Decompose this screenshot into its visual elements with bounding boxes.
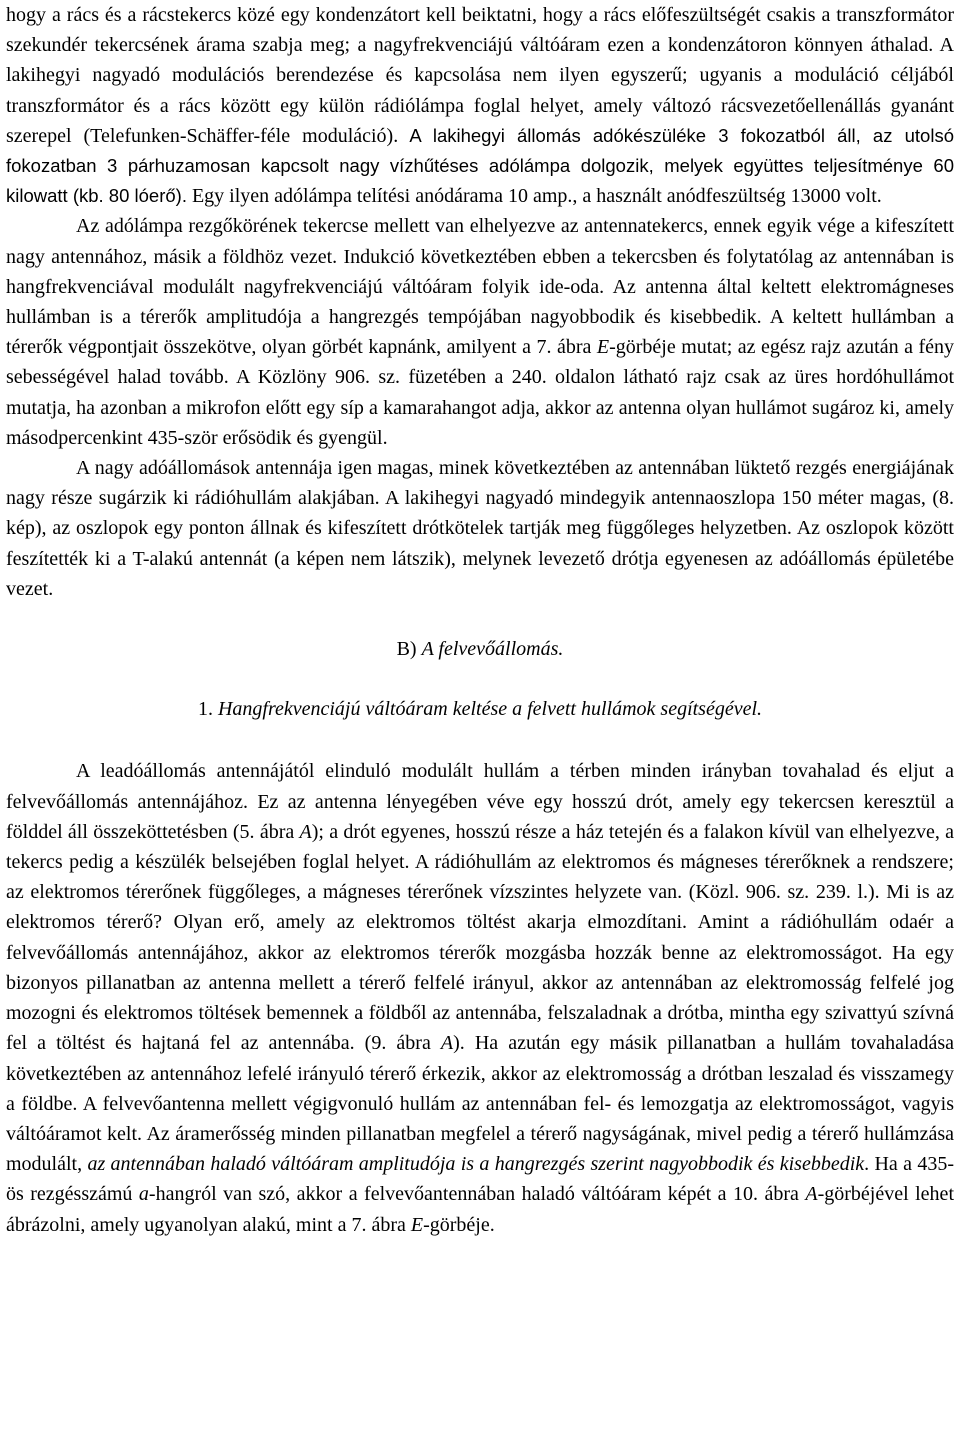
subsection-heading-title: Hangfrekvenciájú váltóáram keltése a felvett hullámok segítségével. (217, 698, 763, 721)
document-page (6, 0, 954, 1240)
figure-ref-a-1: A (299, 820, 312, 843)
section-heading-title: A felvevőállomás. (421, 638, 564, 661)
section-heading-prefix: B) (396, 638, 422, 661)
paragraph-3-text: A nagy adóállomások antennája igen magas, minek következtében az antennában lüktető rezgés energiájának nagy része sugárzik ki rádióhullám alakjában. A lakihegyi nagyadó mindegyik antennaoszlopa 150 méter magas, (8. kép), az oszlopok egy ponton állnak és kifeszített drótkötelek tartják meg függőleges helyzetben. Az oszlopok között feszítették ki a T-alakú antennát (a képen nem látszik), melynek levezető drótja egyenesen az adóállomás épületébe vezet. (6, 457, 954, 600)
paragraph-4-part-c: ). Ha azután egy másik pillanatban a hullám tovahaladása következtében az antennához lefelé irányuló térerő érkezik, akkor az elektromosság a drótban leszalad és visszamegy a földbe. A felvevőantenna mellett végigvonuló hullám az antennában fel- és lemozgatja az elektromosságot, vagyis váltóáramot kelt. Az áramerősség minden pillanatban megfelel a térerő nagyságának, mivel pedig a térerő hullámzása modulált, (6, 1032, 954, 1176)
paragraph-1 (6, 0, 954, 211)
paragraph-1-part-b: A lakihegyi nagyadó modulációs berendezése és kapcsolása nem ilyen egyszerű; ugyanis a moduláció céljából transzformátor és a rács között egy külön rádiólámpa foglal helyet, amely változó rácsvezetőellenállás gyanánt szerepel (Telefunken-Schäffer-féle moduláció). (6, 34, 955, 147)
paragraph-4-part-g: -görbéje. (423, 1213, 495, 1236)
section-heading (6, 634, 954, 664)
paragraph-4 (6, 756, 954, 1239)
paragraph-1-part-c: A lakihegyi állomás adókészüléke 3 fokozatból áll, az utolsó fokozatban 3 párhuzamosan kapcsolt nagy vízhűtéses adólámpa dolgozik, melyek együttes teljesítménye 60 kilowatt (kb. 80 lóerő). (6, 124, 954, 207)
emphasized-statement: az antennában haladó váltóáram amplitudója is a hangrezgés szerint nagyobbodik és kisebbedik (87, 1153, 865, 1176)
paragraph-1-part-d: Egy ilyen adólámpa telítési anódárama 10 amp., a használt anódfeszültség 13000 volt. (186, 185, 882, 208)
paragraph-4-part-b: ); a drót egyenes, hosszú része a ház tetején és a falakon kívül van elhelyezve, a tekercs pedig a készülék belsejében foglal helyet. A rádióhullám az elektromos és mágneses térerőknek a rendszere; az elektromos térerőnek függőleges, a mágneses térerőnek vízszintes helyzete van. (Közl. 906. sz. 239. l.). Mi is az elektromos térerő? Olyan erő, amely az elektromos töltést akarja elmozdítani. Amint a rádióhullám odaér a felvevőállomás antennájához, akkor az elektromos térerők mozgásba hozzák benne az elektromosságot. Ha egy bizonyos pillanatban az antenna mellett a térerő felfelé irányul, akkor az antennában az elektromosság felfelé jog mozogni és elektromos töltések bemennek a földből az antennába, felszaladnak a drótba, mintha egy szivattyú szívná fel a töltést és hajtaná fel az antennába. (9. ábra (6, 820, 955, 1055)
figure-ref-a-3: A (805, 1183, 818, 1206)
paragraph-2 (6, 211, 954, 453)
paragraph-4-part-f: -görbéjével lehet ábrázolni, amely ugyanolyan alakú, mint a 7. ábra (6, 1183, 954, 1236)
paragraph-2-part-b: Indukció következtében ebben a tekercsben és folytatólag az antennában is hangfrekvenciával modulált nagyfrekvenciájú váltóáram folyik ide-oda. Az antenna által keltett elektromágneses hullámban is a térerők amplitudója a hangrezgés tempójában nagyobbodik és kisebbedik. A keltett hullámban a térerők végpontjait összekötve, olyan görbét kapnánk, amilyent a 7. ábra (6, 245, 954, 359)
paragraph-2-part-c: -görbéje mutat; az egész rajz azután a fény sebességével halad tovább. A Közlöny 906. sz. füzetében a 240. oldalon látható rajz csak az üres hordóhullámot mutatja, ha azonban a mikrofon előtt egy síp a kamarahangot adja, akkor az antenna olyan hullámot sugároz ki, amely másodpercenkint 435-ször erősödik és gyengül. (6, 336, 955, 449)
paragraph-4-part-a: A leadóállomás antennájától elinduló modulált hullám a térben minden irányban tovahalad és eljut a felvevőállomás antennájához. Ez az antenna lényegében véve egy hosszú drót, amely egy tekercsen keresztül a földdel áll összeköttetésben (5. ábra (6, 760, 954, 843)
figure-ref-e-2: E (410, 1213, 424, 1236)
paragraph-4-part-d: . Ha a 435-ös rezgésszámú (6, 1153, 955, 1206)
subsection-heading-prefix: 1. (197, 698, 218, 721)
paragraph-4-part-e: -hangról van szó, akkor a felvevőantennában haladó váltóáram képét a 10. ábra (148, 1183, 806, 1206)
subsection-heading (6, 694, 954, 724)
figure-ref-e: E (596, 336, 610, 359)
figure-ref-a-2: A (440, 1032, 454, 1055)
paragraph-1-part-a: hogy a rács és a rácstekercs közé egy kondenzátort kell beiktatni, hogy a rács előfeszültségét csakis a transzformátor szekundér tekercsének árama szabja meg; a nagyfrekvenciájú váltóáram ezen a kondenzátoron könnyen áthalad. (6, 4, 954, 57)
note-letter-a: a (138, 1183, 149, 1206)
paragraph-3 (6, 453, 954, 604)
paragraph-2-part-a: Az adólámpa rezgőkörének tekercse mellett van elhelyezve az antennatekercs, ennek egyik vége a kifeszített nagy antennához, másik a földhöz vezet. (6, 215, 954, 268)
